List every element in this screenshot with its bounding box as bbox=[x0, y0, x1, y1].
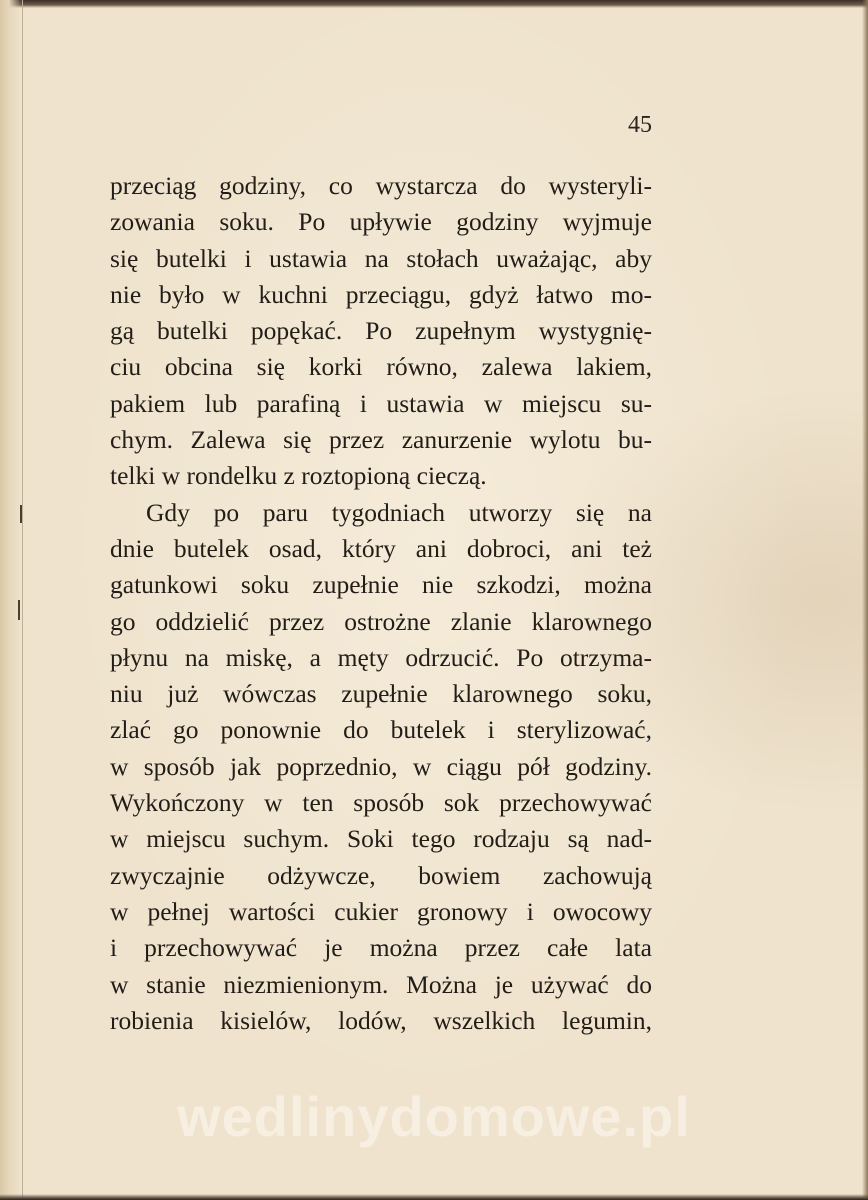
text-line: gą butelki popękać. Po zupełnym wystygnię- bbox=[110, 316, 652, 346]
text-line: w sposób jak poprzednio, w ciągu pół godziny. bbox=[110, 751, 652, 781]
text-line: gatunkowi soku zupełnie nie szkodzi, można bbox=[110, 570, 652, 600]
text-line: w pełnej wartości cukier gronowy i owocowy bbox=[110, 896, 652, 926]
watermark: wedlinydomowe.pl bbox=[177, 1085, 691, 1148]
paragraph-1 bbox=[110, 168, 652, 495]
text-line: i przechowywać je można przez całe lata bbox=[110, 933, 652, 963]
text-line: się butelki i ustawia na stołach uważając, aby bbox=[110, 243, 652, 273]
margin-mark bbox=[20, 505, 22, 523]
page-right-edge bbox=[862, 0, 868, 1200]
text-line: nie było w kuchni przeciągu, gdyż łatwo mo- bbox=[110, 279, 652, 309]
text-line: Gdy po paru tygodniach utworzy się na bbox=[146, 497, 652, 527]
page-top-edge bbox=[0, 0, 868, 8]
text-line: zlać go ponownie do butelek i sterylizować, bbox=[110, 715, 652, 745]
text-line: telki w rondelku z roztopioną cieczą. bbox=[110, 461, 487, 491]
text-line: Wykończony w ten sposób sok przechowywać bbox=[110, 788, 652, 818]
text-line: zwyczajnie odżywcze, bowiem zachowują bbox=[110, 860, 652, 890]
text-line: zowania soku. Po upływie godziny wyjmuje bbox=[110, 207, 652, 237]
text-line: niu już wówczas zupełnie klarownego soku, bbox=[110, 679, 652, 709]
text-line: płynu na miskę, a męty odrzucić. Po otrzyma- bbox=[110, 642, 652, 672]
page-bottom-edge bbox=[0, 1194, 868, 1200]
text-line: w stanie niezmienionym. Można je używać do bbox=[110, 969, 652, 999]
page-number: 45 bbox=[628, 112, 652, 138]
text-line: w miejscu suchym. Soki tego rodzaju są nad- bbox=[110, 824, 652, 854]
text-line: go oddzielić przez ostrożne zlanie klarownego bbox=[110, 606, 652, 636]
text-line: chym. Zalewa się przez zanurzenie wylotu bu- bbox=[110, 425, 652, 455]
text-line: przeciąg godziny, co wystarcza do wysteryli- bbox=[110, 171, 652, 200]
text-line: robienia kisielów, lodów, wszelkich legumin, bbox=[110, 1005, 652, 1035]
margin-mark bbox=[18, 600, 20, 620]
text-line: pakiem lub parafiną i ustawia w miejscu su- bbox=[110, 388, 652, 418]
text-line: dnie butelek osad, który ani dobroci, ani też bbox=[110, 533, 652, 563]
body-text bbox=[110, 168, 652, 1039]
paragraph-2 bbox=[110, 495, 652, 1039]
text-line: ciu obcina się korki równo, zalewa lakiem, bbox=[110, 352, 652, 382]
